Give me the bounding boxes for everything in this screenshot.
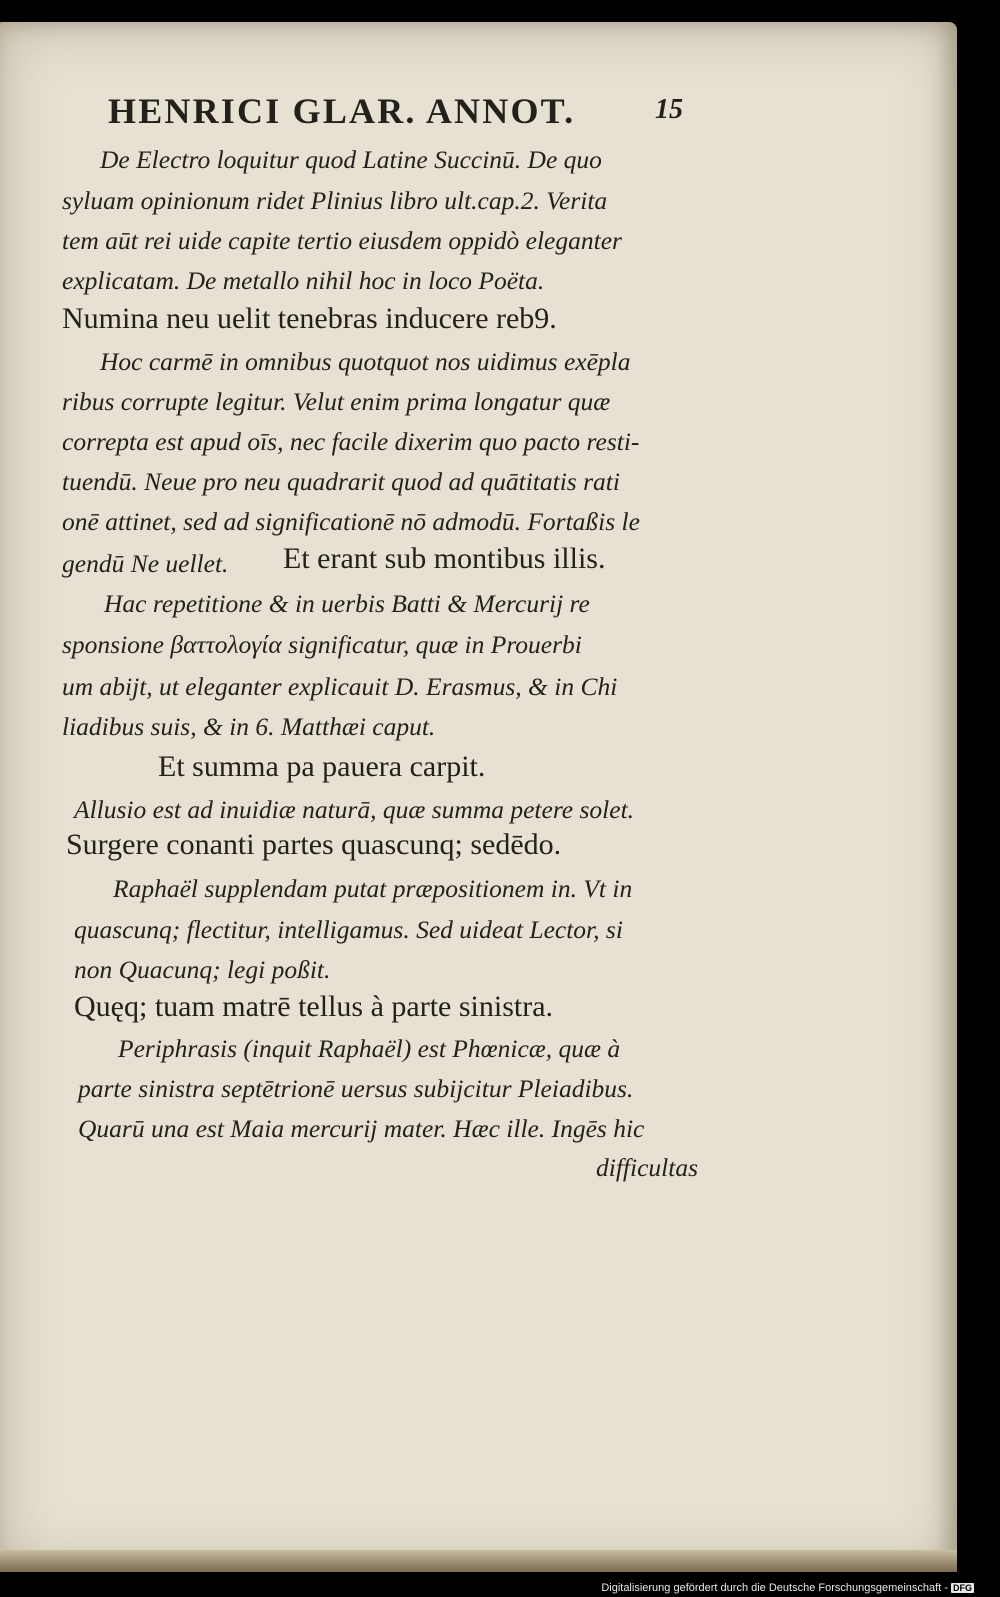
verse-line: Surgere conanti partes quascunq; sedēdo. bbox=[66, 828, 562, 861]
text-line: non Quacunq; legi poßit. bbox=[74, 955, 331, 984]
text-line: correpta est apud oīs, nec facile dixerim quo pacto resti- bbox=[62, 427, 640, 456]
text-line: syluam opinionum ridet Plinius libro ult.cap.2. Verita bbox=[62, 186, 608, 215]
text-line: Periphrasis (inquit Raphaël) est Phœnicæ, quæ à bbox=[118, 1034, 621, 1063]
folio-number: 15 bbox=[655, 94, 683, 125]
dfg-logo-icon: DFG bbox=[953, 1583, 972, 1593]
text-line: sponsione βαττολογία significatur, quæ in Prouerbi bbox=[62, 630, 582, 659]
running-title: HENRICI GLAR. ANNOT. bbox=[108, 91, 576, 131]
catchword: difficultas bbox=[596, 1153, 698, 1182]
text-line: explicatam. De metallo nihil hoc in loco Poëta. bbox=[62, 266, 545, 295]
text-line: quascunq; flectitur, intelligamus. Sed uideat Lector, si bbox=[74, 915, 623, 944]
verse-line: Numina neu uelit tenebras inducere reb9. bbox=[62, 302, 557, 335]
text-line: onē attinet, sed ad significationē nō admodū. Fortaßis le bbox=[62, 507, 640, 536]
text-line: Allusio est ad inuidiæ naturā, quæ summa petere solet. bbox=[74, 795, 635, 824]
verse-line: Et erant sub montibus illis. bbox=[283, 542, 606, 575]
text-line: ribus corrupte legitur. Velut enim prima longatur quæ bbox=[62, 387, 611, 416]
text-line: tem aūt rei uide capite tertio eiusdem oppidò eleganter bbox=[62, 226, 622, 255]
text-line: Raphaël supplendam putat præpositionem in. Vt in bbox=[113, 874, 633, 903]
text-line: liadibus suis, & in 6. Matthæi caput. bbox=[62, 712, 436, 741]
text-line: tuendū. Neue pro neu quadrarit quod ad quātitatis rati bbox=[62, 467, 620, 496]
text-line: gendū Ne uellet. bbox=[62, 549, 229, 578]
verse-line: Quęq; tuam matrē tellus à parte sinistra. bbox=[74, 990, 554, 1023]
digitization-credit bbox=[601, 1582, 974, 1594]
text-line: Quarū una est Maia mercurij mater. Hæc ille. Ingēs hic bbox=[78, 1114, 645, 1143]
text-line: parte sinistra septētrionē uersus subijcitur Pleiadibus. bbox=[78, 1074, 634, 1103]
text-line: De Electro loquitur quod Latine Succinū. De quo bbox=[100, 145, 602, 174]
text-line: Hac repetitione & in uerbis Batti & Mercurij re bbox=[104, 589, 590, 618]
verse-line: Et summa pa pauera carpit. bbox=[158, 750, 486, 783]
text-line: Hoc carmē in omnibus quotquot nos uidimus exēpla bbox=[100, 347, 631, 376]
credit-text: Digitalisierung gefördert durch die Deutsche Forschungsgemeinschaft - bbox=[601, 1582, 948, 1594]
text-line: um abijt, ut eleganter explicauit D. Erasmus, & in Chi bbox=[62, 672, 618, 701]
